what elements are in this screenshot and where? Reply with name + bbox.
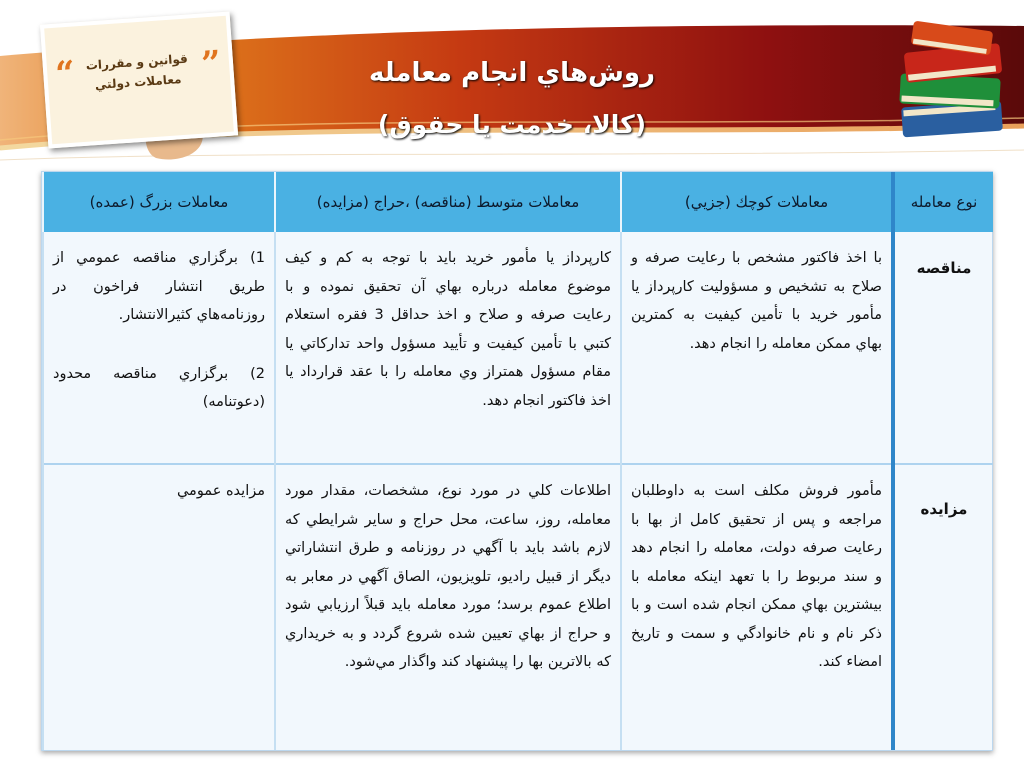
- cell-large-tender: [43, 232, 275, 464]
- table-row: [43, 464, 993, 750]
- large-tender-item-2: 2) برگزاري مناقصه محدود (دعوتنامه): [53, 365, 265, 410]
- header-kind: نوع معامله: [893, 172, 993, 232]
- methods-table-container: [41, 171, 993, 751]
- header-large: معاملات بزرگ (عمده): [43, 172, 275, 232]
- note-line-1: قوانين و مقررات: [85, 51, 189, 73]
- row-kind-auction: مزايده: [893, 464, 993, 750]
- open-quote-icon: “: [54, 53, 77, 95]
- row-kind-tender: مناقصه: [893, 232, 993, 464]
- note-line-2: معاملات دولتي: [94, 72, 182, 93]
- large-tender-item-1: 1) برگزاري مناقصه عمومي از طريق انتشار فراخون در روزنامه‌هاي كثيرالانتشار.: [53, 250, 265, 323]
- methods-table: [42, 172, 993, 750]
- title-banner: [0, 0, 1024, 172]
- page-title: روش‌هاي انجام معامله: [369, 58, 655, 88]
- cell-medium-tender: كارپرداز يا مأمور خريد بايد با توجه به كم و كيف موضوع معامله درباره بهاي آن تحقيق نموده و با رعايت صرفه و صلاح و اخذ حداقل 3 فقره استعلام كتبي با تأمين كيفيت و تأييد مسؤول واحد تداركاتي يا مقام مسؤول همتراز وي معامله را با عقد قرارداد يا اخذ فاكتور انجام دهد.: [275, 232, 621, 464]
- cell-large-auction: مزايده عمومي: [43, 464, 275, 750]
- cell-small-tender: با اخذ فاكتور مشخص با رعايت صرفه و صلاح به تشخيص و مسؤوليت كارپرداز يا مأمور خريد با تأمين كيفيت به كمترين بهاي ممكن معامله را انجام دهد.: [621, 232, 893, 464]
- table-row: [43, 232, 993, 464]
- page-subtitle: (كالا، خدمت يا حقوق): [377, 110, 647, 139]
- table-header-row: [43, 172, 993, 232]
- cell-small-auction: مأمور فروش مكلف است به داوطلبان مراجعه و پس از تحقيق كامل از بها با رعايت صرفه دولت، معامله را انجام دهد و سند مربوط را با تعهد اينكه معامله با بيشترين بهاي ممكن انجام شده است و با ذكر نام و نام خانوادگي و سمت و تاريخ امضاء كند.: [621, 464, 893, 750]
- close-quote-icon: ”: [200, 43, 223, 85]
- cell-medium-auction: اطلاعات كلي در مورد نوع، مشخصات، مقدار مورد معامله، روز، ساعت، محل حراج و ساير شرايطي كه لازم باشد بايد با آگهي در روزنامه و طرق انتشاراتي ديگر از قبيل راديو، تلويزيون، الصاق آگهي در معابر به اطلاع عموم برسد؛ مورد معامله بايد قبلاً ارزيابي شود و حراج از بهاي تعيين شده شروع گردد و به خريداري كه بالاترين بها را پيشنهاد كند واگذار مي‌شود.: [275, 464, 621, 750]
- header-medium: معاملات متوسط (مناقصه) ،حراج (مزايده): [275, 172, 621, 232]
- header-small: معاملات كوچك (جزيي): [621, 172, 893, 232]
